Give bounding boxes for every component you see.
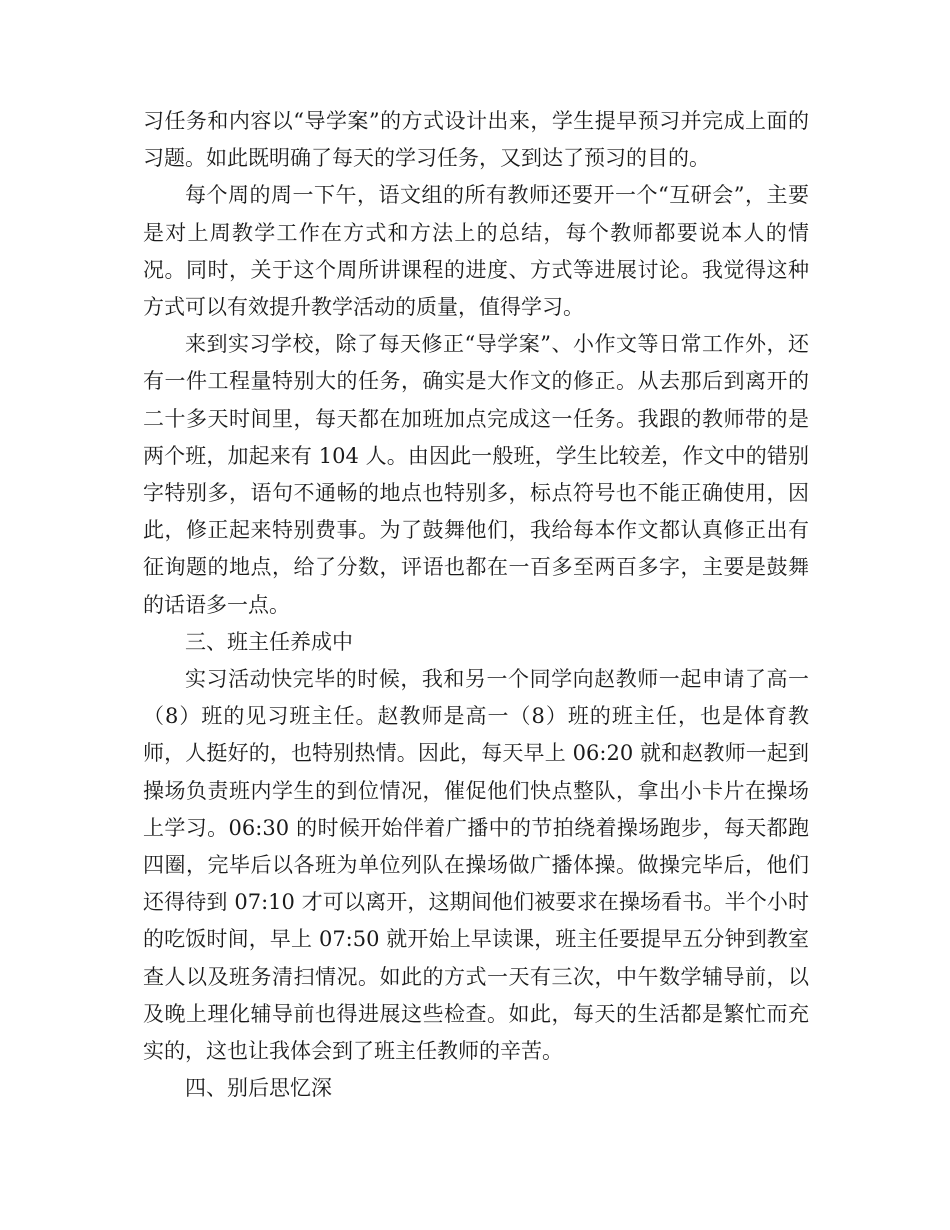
paragraph-essay-correction: 来到实习学校，除了每天修正“导学案”、小作文等日常工作外，还有一件工程量特别大的任务，确实是大作文的修正。从去那后到离开的二十多天时间里，每天都在加班加点完成这一任务。我跟的教师带的是两个班，加起来有 104 人。由因此一般班，学生比较差，作文中的错别字特别多，语句不通畅的地点也特别多，标点符号也不能正确使用，因此，修正起来特别费事。为了鼓舞他们，我给每本作文都认真修正出有征询题的地点，给了分数，评语也都在一百多至两百多字，主要是鼓舞的话语多一点。 — [143, 332, 809, 617]
section-heading-farewell: 四、别后思忆深 — [185, 1076, 332, 1101]
document-body — [143, 103, 809, 1107]
paragraph-continuation: 习任务和内容以“导学案”的方式设计出来，学生提早预习并完成上面的习题。如此既明确了每天的学习任务，又到达了预习的目的。 — [143, 109, 809, 171]
paragraph-weekly-meeting: 每个周的周一下午，语文组的所有教师还要开一个“互研会”，主要是对上周教学工作在方式和方法上的总结，每个教师都要说本人的情况。同时，关于这个周所讲课程的进度、方式等进展讨论。我觉得这种方式可以有效提升教学活动的质量，值得学习。 — [143, 183, 809, 320]
paragraph-head-teacher-duties: 实习活动快完毕的时候，我和另一个同学向赵教师一起申请了高一（8）班的见习班主任。赵教师是高一（8）班的班主任，也是体育教师，人挺好的，也特别热情。因此，每天早上 06:20 就和赵教师一起到操场负责班内学生的到位情况，催促他们快点整队，拿出小卡片在操场上学习。06:30 的时候开始伴着广播中的节拍绕着操场跑步，每天都跑四圈，完毕后以各班为单位列队在操场做广播体操。做操完毕后，他们还得待到 07:10 才可以离开，这期间他们被要求在操场看书。半个小时的吃饭时间，早上 07:50 就开始上早读课，班主任要提早五分钟到教室查人以及班务清扫情况。如此的方式一天有三次，中午数学辅导前，以及晚上理化辅导前也得进展这些检查。如此，每天的生活都是繁忙而充实的，这也让我体会到了班主任教师的辛苦。 — [143, 667, 809, 1064]
section-heading-head-teacher: 三、班主任养成中 — [185, 629, 353, 654]
